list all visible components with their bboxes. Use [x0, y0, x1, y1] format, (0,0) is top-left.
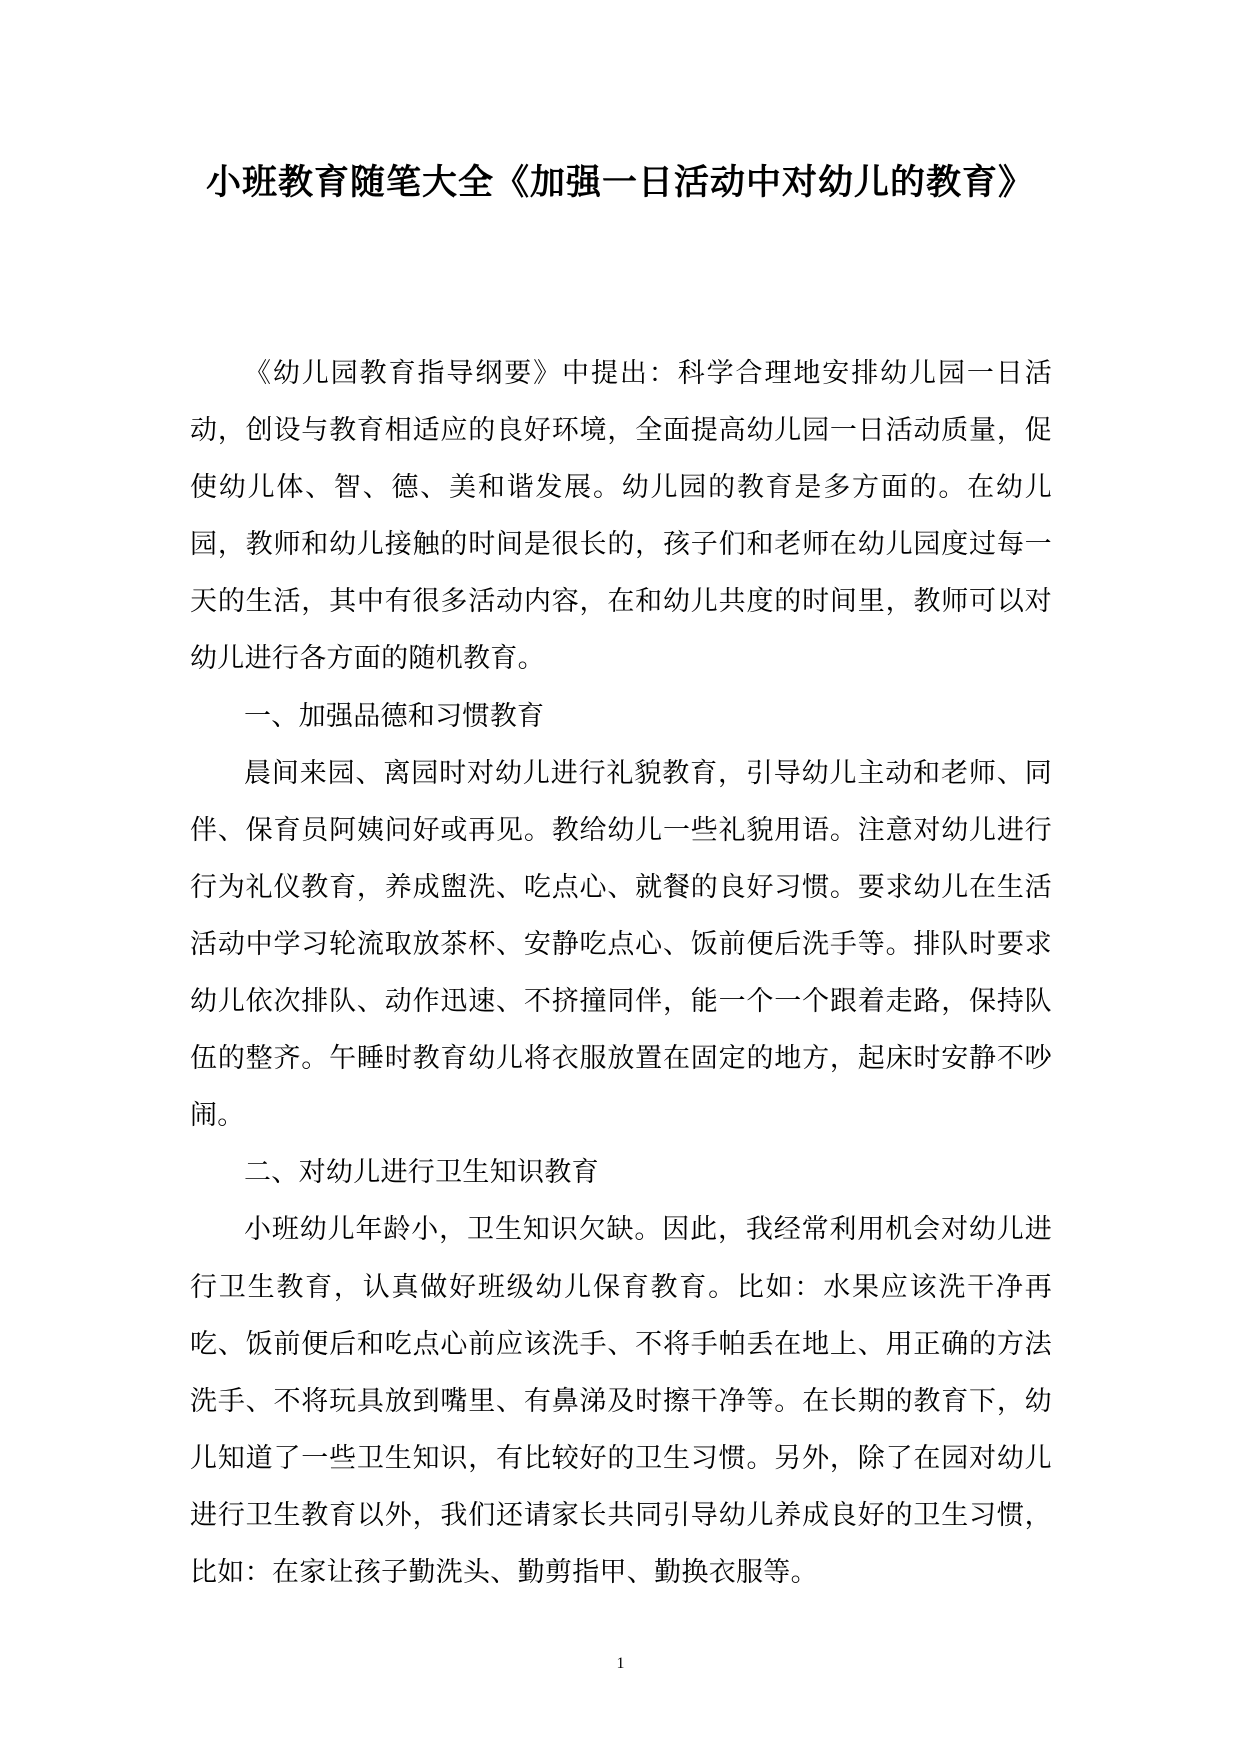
paragraph-section-2: 小班幼儿年龄小，卫生知识欠缺。因此，我经常利用机会对幼儿进行卫生教育，认真做好班级幼儿保育教育。比如：水果应该洗干净再吃、饭前便后和吃点心前应该洗手、不将手帕丢在地上、用正确的方法洗手、不将玩具放到嘴里、有鼻涕及时擦干净等。在长期的教育下，幼儿知道了一些卫生知识，有比较好的卫生习惯。另外，除了在园对幼儿进行卫生教育以外，我们还请家长共同引导幼儿养成良好的卫生习惯，比如：在家让孩子勤洗头、勤剪指甲、勤换衣服等。: [190, 1214, 1052, 1588]
paragraph-intro: 《幼儿园教育指导纲要》中提出：科学合理地安排幼儿园一日活动，创设与教育相适应的良好环境，全面提高幼儿园一日活动质量，促使幼儿体、智、德、美和谐发展。幼儿园的教育是多方面的。在幼儿园，教师和幼儿接触的时间是很长的，孩子们和老师在幼儿园度过每一天的生活，其中有很多活动内容，在和幼儿共度的时间里，教师可以对幼儿进行各方面的随机教育。: [190, 358, 1052, 675]
paragraph-section-1: 晨间来园、离园时对幼儿进行礼貌教育，引导幼儿主动和老师、同伴、保育员阿姨问好或再见。教给幼儿一些礼貌用语。注意对幼儿进行行为礼仪教育，养成盥洗、吃点心、就餐的良好习惯。要求幼儿在生活活动中学习轮流取放茶杯、安静吃点心、饭前便后洗手等。排队时要求幼儿依次排队、动作迅速、不挤撞同伴，能一个一个跟着走路，保持队伍的整齐。午睡时教育幼儿将衣服放置在固定的地方，起床时安静不吵闹。: [190, 757, 1052, 1132]
section-heading-2: 二、对幼儿进行卫生知识教育: [244, 1157, 599, 1189]
section-heading-1: 一、加强品德和习惯教育: [244, 700, 545, 732]
page-number: 1: [616, 1655, 625, 1672]
document-body: [190, 345, 1052, 1601]
document-title: 小班教育随笔大全《加强一日活动中对幼儿的教育》: [205, 162, 1034, 203]
